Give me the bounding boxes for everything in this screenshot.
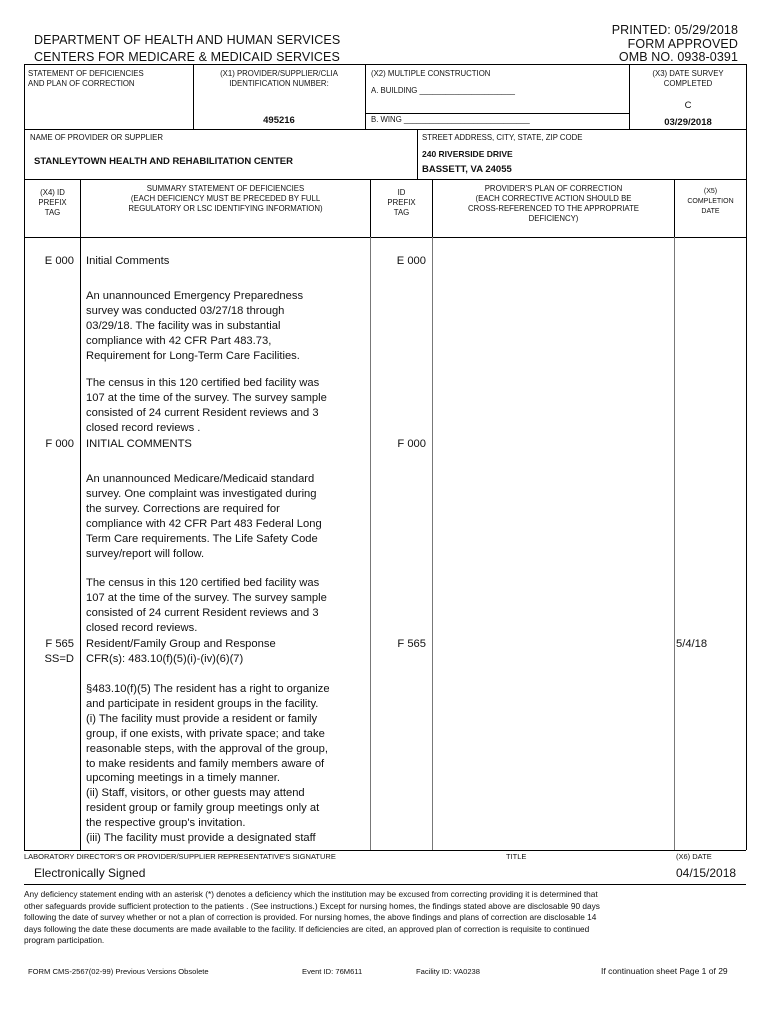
- agency-title: CENTERS FOR MEDICARE & MEDICAID SERVICES: [34, 50, 340, 64]
- street-address: 240 RIVERSIDE DRIVE: [422, 149, 513, 159]
- scope-severity: SS=D: [44, 653, 74, 665]
- form-id: FORM CMS-2567(02-99) Previous Versions Obsolete: [28, 967, 209, 976]
- f565-cfr: CFR(s): 483.10(f)(5)(i)-(iv)(6)(7): [86, 653, 244, 665]
- printed-date: PRINTED: 05/29/2018: [611, 23, 738, 37]
- tag-f565: F 565: [45, 638, 74, 650]
- paragraph-census-1: The census in this 120 certified bed facility was 107 at the time of the survey. The survey sample consisted of 24 current Resident reviews and 3 closed record reviews .: [86, 377, 327, 434]
- signature-label: LABORATORY DIRECTOR'S OR PROVIDER/SUPPLIER REPRESENTATIVE'S SIGNATURE: [24, 852, 336, 861]
- x3-label: (X3) DATE SURVEY COMPLETED: [652, 69, 724, 88]
- signature-value: Electronically Signed: [34, 866, 146, 880]
- building-label: A. BUILDING ______________________: [371, 86, 515, 95]
- facility-id: Facility ID: VA0238: [416, 967, 481, 976]
- address-divider: [417, 129, 418, 179]
- x5-column-header: (X5) COMPLETION DATE: [687, 188, 734, 215]
- right-border: [746, 64, 747, 850]
- signature-date: 04/15/2018: [676, 866, 737, 880]
- form-approved-label: FORM APPROVED: [627, 37, 738, 51]
- body-bottom-rule: [24, 850, 746, 851]
- col-plan-divider-body: [674, 237, 675, 850]
- provider-label: NAME OF PROVIDER OR SUPPLIER: [30, 133, 164, 142]
- title-label: TITLE: [506, 852, 527, 861]
- x2-divider: [365, 64, 366, 129]
- x1-label: (X1) PROVIDER/SUPPLIER/CLIA IDENTIFICATION NUMBER:: [220, 69, 338, 88]
- x3-code: C: [684, 100, 692, 111]
- header-row-rule: [24, 129, 746, 130]
- building-wing-rule: [365, 113, 629, 114]
- e000-title: Initial Comments: [86, 255, 170, 267]
- col-summary-divider-body: [370, 237, 371, 850]
- plan-column-header: PROVIDER'S PLAN OF CORRECTION (EACH CORRECTIVE ACTION SHOULD BE CROSS-REFERENCED TO THE APPROPRIATE DEFICIENCY): [468, 184, 639, 223]
- deficiency-disclaimer: Any deficiency statement ending with an asterisk (*) denotes a deficiency which the institution may be excused from correcting providing it is determined that other safeguards provide sufficient protection to the patients . (See instructions.) Except for nursing homes, the findings stated above are disclosable 90 days following the date of survey whether or not a plan of correction is provided. For nursing homes, the above findings and plans of correction are disclosable 14 days following the date these documents are made available to the facility. If deficiencies are cited, an approved plan of correction is requisite to continued program participation.: [24, 889, 600, 946]
- address-label: STREET ADDRESS, CITY, STATE, ZIP CODE: [422, 133, 583, 142]
- f565-title: Resident/Family Group and Response: [86, 638, 276, 650]
- x2-label: (X2) MULTIPLE CONSTRUCTION: [371, 69, 491, 78]
- survey-completed-date: 03/29/2018: [664, 117, 712, 128]
- x1-provider-number: 495216: [263, 115, 295, 126]
- id-tag-f000: F 000: [397, 438, 426, 450]
- id-tag-f565: F 565: [397, 638, 426, 650]
- paragraph-regulation-483-10: §483.10(f)(5) The resident has a right to organize and participate in resident groups in the facility. (i) The facility must provide a resident or family group, if one exists, with private space; and take reasonable steps, with the approval of the group, to make residents and family members aware of upcoming meetings in a timely manner. (ii) Staff, visitors, or other guests may attend resident group or family group meetings only at the respective group's invitation. (iii) The facility must provide a designated staff: [86, 683, 330, 845]
- left-border: [24, 64, 25, 850]
- department-title: DEPARTMENT OF HEALTH AND HUMAN SERVICES: [34, 33, 341, 47]
- header-top-rule: [24, 64, 746, 65]
- tag-f000: F 000: [45, 438, 74, 450]
- signature-bottom-rule: [24, 884, 746, 885]
- completion-date-f565: 5/4/18: [676, 638, 708, 650]
- omb-number: OMB NO. 0938-0391: [618, 50, 738, 64]
- summary-column-header: SUMMARY STATEMENT OF DEFICIENCIES (EACH DEFICIENCY MUST BE PRECEDED BY FULL REGULATORY OR LSC IDENTIFYING INFORMATION): [128, 184, 323, 213]
- x6-date-label: (X6) DATE: [676, 852, 712, 861]
- statement-label: STATEMENT OF DEFICIENCIES AND PLAN OF CORRECTION: [28, 69, 144, 88]
- city-state-zip: BASSETT, VA 24055: [422, 164, 512, 175]
- paragraph-emergency-preparedness: An unannounced Emergency Preparedness survey was conducted 03/27/18 through 03/29/18. The facility was in substantial compliance with 42 CFR Part 483.73, Requirement for Long-Term Care Facilities.: [86, 290, 304, 362]
- column-header-rule: [24, 237, 746, 238]
- tag-e000: E 000: [44, 255, 74, 267]
- event-id: Event ID: 76M611: [302, 967, 363, 976]
- provider-row-rule: [24, 179, 746, 180]
- continuation-page: If continuation sheet Page 1 of 29: [601, 966, 728, 976]
- paragraph-census-2: The census in this 120 certified bed facility was 107 at the time of the survey. The survey sample consisted of 24 current Resident reviews and 3 closed record reviews.: [86, 577, 327, 634]
- col-x4-divider: [80, 179, 81, 850]
- col-id-divider-body: [432, 237, 433, 850]
- wing-label: B. WING _____________________________: [371, 115, 530, 124]
- id-column-header: ID PREFIX TAG: [387, 188, 416, 217]
- x4-column-header: (X4) ID PREFIX TAG: [38, 188, 67, 217]
- id-tag-e000: E 000: [396, 255, 426, 267]
- paragraph-standard-survey: An unannounced Medicare/Medicaid standard survey. One complaint was investigated during the survey. Corrections are required for compliance with 42 CFR Part 483 Federal Long Term Care requirements. The Life Safety Code survey/report will follow.: [86, 473, 322, 560]
- provider-name: STANLEYTOWN HEALTH AND REHABILITATION CENTER: [34, 156, 293, 167]
- f000-title: INITIAL COMMENTS: [86, 438, 192, 450]
